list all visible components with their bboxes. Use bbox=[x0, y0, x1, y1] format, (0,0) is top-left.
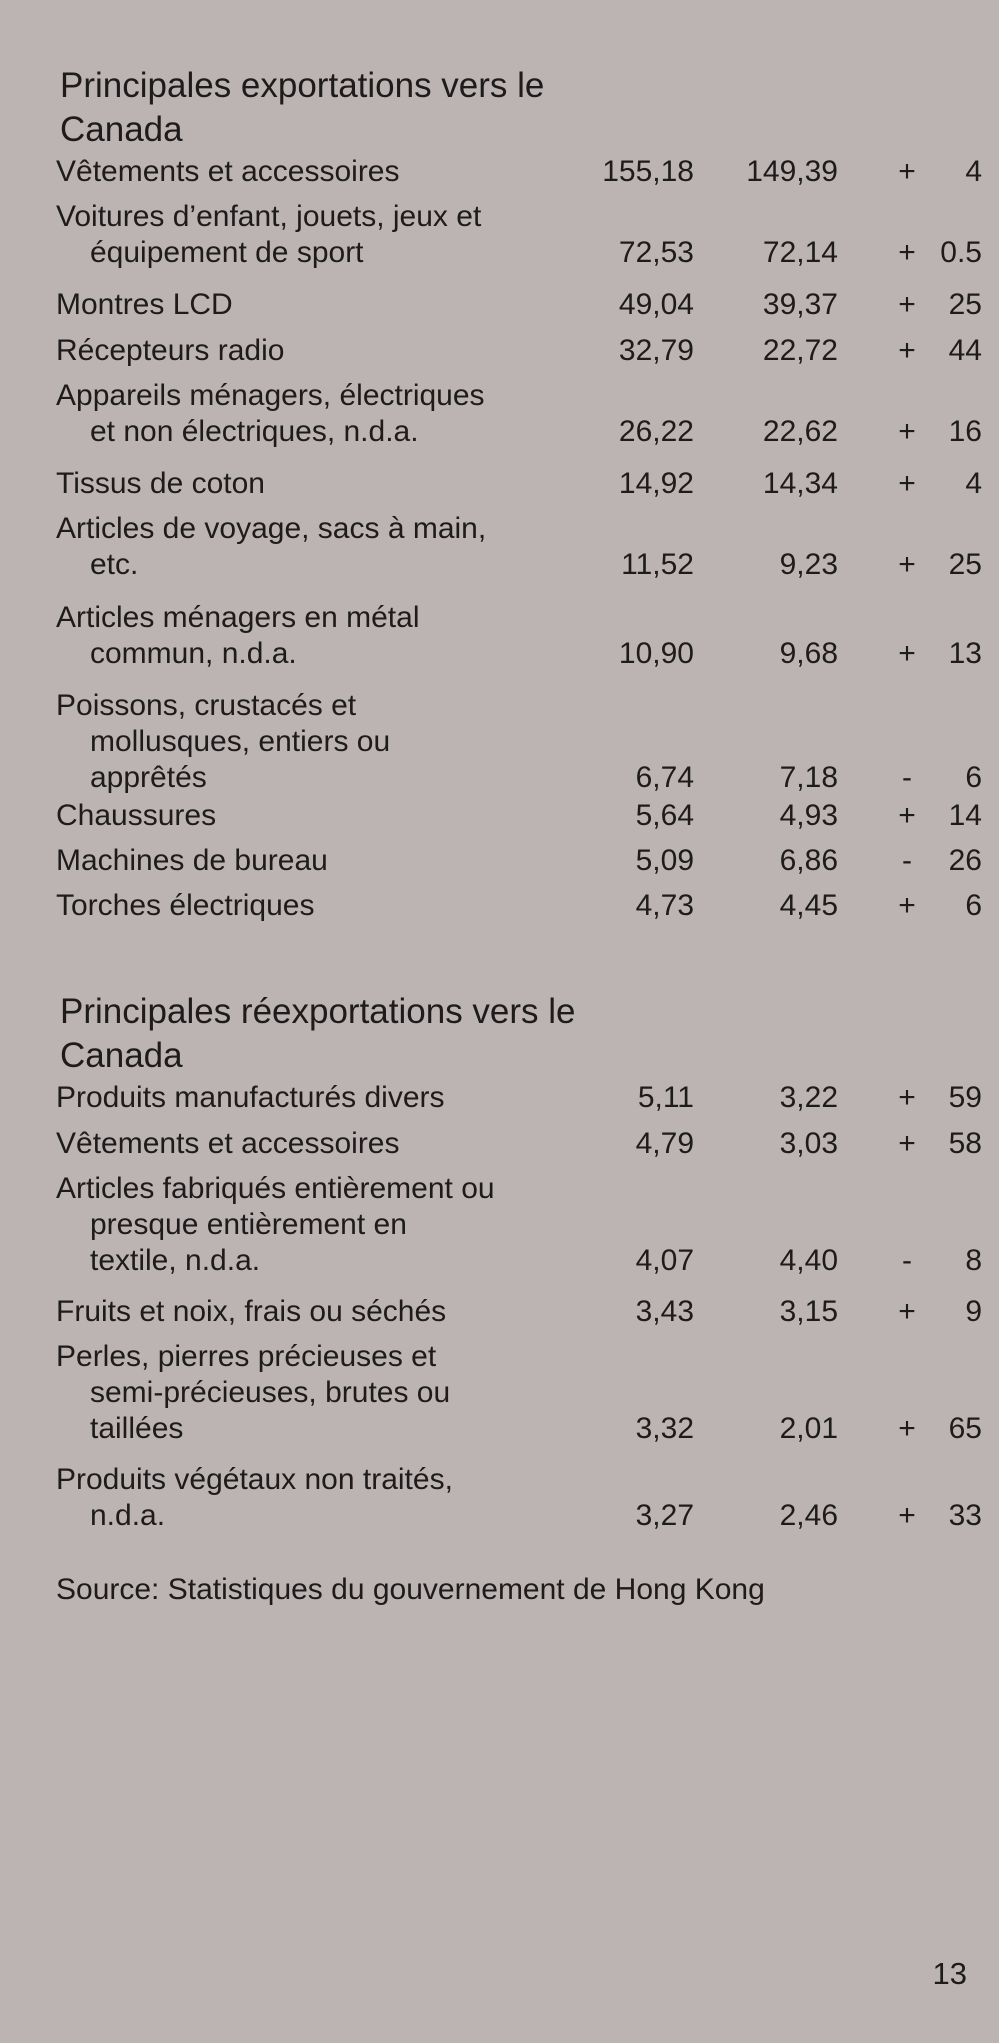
value-1980: 4,45 bbox=[779, 889, 838, 922]
change-percent: 14 bbox=[948, 799, 982, 832]
row-label bbox=[56, 798, 576, 834]
value-1981: 3,32 bbox=[635, 1412, 694, 1445]
change-sign: + bbox=[898, 1412, 916, 1445]
change-sign: - bbox=[902, 761, 912, 794]
change-sign: + bbox=[898, 1295, 916, 1328]
change-percent: 65 bbox=[948, 1412, 982, 1445]
value-1980: 14,34 bbox=[762, 467, 838, 500]
value-1981: 6,74 bbox=[635, 761, 694, 794]
value-1981: 5,09 bbox=[635, 844, 694, 877]
row-label-line: Poissons, crustacés et bbox=[56, 689, 357, 722]
row-label bbox=[56, 154, 576, 190]
row-label bbox=[56, 688, 576, 796]
value-1981: 4,73 bbox=[635, 889, 694, 922]
value-1980: 22,62 bbox=[762, 415, 838, 448]
value-1980: 3,22 bbox=[779, 1081, 838, 1114]
row-label-line: semi-précieuses, brutes ou bbox=[90, 1376, 451, 1409]
change-sign: + bbox=[898, 155, 916, 188]
value-1981: 14,92 bbox=[618, 467, 694, 500]
value-1980: 4,93 bbox=[779, 799, 838, 832]
table-row bbox=[0, 1462, 999, 1534]
change-sign: + bbox=[898, 236, 916, 269]
row-label-line: presque entièrement en bbox=[90, 1208, 407, 1241]
row-label bbox=[56, 1462, 576, 1534]
value-1980: 4,40 bbox=[779, 1244, 838, 1277]
row-label-line: Torches électriques bbox=[56, 889, 315, 922]
row-label-line: Fruits et noix, frais ou séchés bbox=[56, 1295, 447, 1328]
change-sign: - bbox=[902, 844, 912, 877]
row-label bbox=[56, 1171, 576, 1279]
change-sign: + bbox=[898, 889, 916, 922]
change-sign: + bbox=[898, 548, 916, 581]
change-sign: + bbox=[898, 1127, 916, 1160]
table-row bbox=[0, 1294, 999, 1330]
change-sign: + bbox=[898, 799, 916, 832]
page-number: 13 bbox=[932, 1956, 967, 1991]
row-label-line: mollusques, entiers ou bbox=[90, 725, 391, 758]
change-percent: 44 bbox=[948, 334, 982, 367]
row-label bbox=[56, 1126, 576, 1162]
row-label bbox=[56, 199, 576, 271]
row-label-line: Vêtements et accessoires bbox=[56, 155, 400, 188]
value-1980: 39,37 bbox=[762, 288, 838, 321]
table-row bbox=[0, 466, 999, 502]
value-1981: 4,79 bbox=[635, 1127, 694, 1160]
change-percent: 0.5 bbox=[940, 236, 982, 269]
exports-title: Principales exportations vers le Canada bbox=[60, 66, 545, 149]
change-percent: 13 bbox=[948, 637, 982, 670]
change-percent: 9 bbox=[965, 1295, 982, 1328]
value-1980: 7,18 bbox=[779, 761, 838, 794]
table-row bbox=[0, 1171, 999, 1279]
row-label bbox=[56, 1339, 576, 1447]
row-label bbox=[56, 466, 576, 502]
row-label-line: et non électriques, n.d.a. bbox=[90, 415, 419, 448]
table-row bbox=[0, 378, 999, 450]
change-sign: + bbox=[898, 334, 916, 367]
row-label-line: Montres LCD bbox=[56, 288, 233, 321]
row-label-line: apprêtés bbox=[90, 761, 207, 794]
change-percent: 16 bbox=[948, 415, 982, 448]
row-label bbox=[56, 1080, 576, 1116]
row-label-line: Appareils ménagers, électriques bbox=[56, 379, 485, 412]
change-sign: + bbox=[898, 637, 916, 670]
row-label-line: Produits manufacturés divers bbox=[56, 1081, 445, 1114]
row-label-line: Articles ménagers en métal bbox=[56, 601, 420, 634]
change-percent: 58 bbox=[948, 1127, 982, 1160]
value-1981: 3,43 bbox=[635, 1295, 694, 1328]
row-label-line: Tissus de coton bbox=[56, 467, 265, 500]
row-label bbox=[56, 287, 576, 323]
value-1981: 72,53 bbox=[618, 236, 694, 269]
value-1981: 26,22 bbox=[618, 415, 694, 448]
change-percent: 6 bbox=[965, 761, 982, 794]
table-row bbox=[0, 843, 999, 879]
row-label bbox=[56, 843, 576, 879]
row-label-line: équipement de sport bbox=[90, 236, 364, 269]
table-row bbox=[0, 1080, 999, 1116]
table-row bbox=[0, 1126, 999, 1162]
value-1981: 11,52 bbox=[621, 548, 694, 581]
row-label-line: Voitures d’enfant, jouets, jeux et bbox=[56, 200, 482, 233]
change-sign: + bbox=[898, 1499, 916, 1532]
table-row bbox=[0, 511, 999, 583]
row-label bbox=[56, 511, 576, 583]
row-label-line: taillées bbox=[90, 1412, 184, 1445]
change-percent: 8 bbox=[965, 1244, 982, 1277]
table-row bbox=[0, 688, 999, 796]
value-1980: 3,15 bbox=[779, 1295, 838, 1328]
row-label bbox=[56, 378, 576, 450]
value-1980: 72,14 bbox=[762, 236, 838, 269]
row-label-line: Articles de voyage, sacs à main, bbox=[56, 512, 487, 545]
table-row bbox=[0, 199, 999, 271]
table-row bbox=[0, 798, 999, 834]
value-1981: 10,90 bbox=[618, 637, 694, 670]
value-1980: 6,86 bbox=[779, 844, 838, 877]
change-percent: 25 bbox=[948, 288, 982, 321]
table-row bbox=[0, 888, 999, 924]
value-1981: 49,04 bbox=[618, 288, 694, 321]
row-label-line: Perles, pierres précieuses et bbox=[56, 1340, 437, 1373]
table-row bbox=[0, 154, 999, 190]
row-label bbox=[56, 600, 576, 672]
value-1981: 32,79 bbox=[618, 334, 694, 367]
value-1980: 9,23 bbox=[779, 548, 838, 581]
change-sign: + bbox=[898, 288, 916, 321]
value-1981: 5,64 bbox=[635, 799, 694, 832]
row-label-line: Chaussures bbox=[56, 799, 217, 832]
value-1980: 9,68 bbox=[779, 637, 838, 670]
row-label-line: Vêtements et accessoires bbox=[56, 1127, 400, 1160]
table-row bbox=[0, 333, 999, 369]
source-note: Source: Statistiques du gouvernement de Hong Kong bbox=[56, 1573, 765, 1606]
row-label-line: n.d.a. bbox=[90, 1499, 166, 1532]
change-percent: 59 bbox=[948, 1081, 982, 1114]
value-1981: 5,11 bbox=[637, 1081, 694, 1114]
row-label-line: etc. bbox=[90, 548, 139, 581]
row-label-line: textile, n.d.a. bbox=[90, 1244, 261, 1277]
change-percent: 33 bbox=[948, 1499, 982, 1532]
value-1981: 155,18 bbox=[602, 155, 694, 188]
change-sign: + bbox=[898, 467, 916, 500]
change-percent: 26 bbox=[948, 844, 982, 877]
row-label-line: Articles fabriqués entièrement ou bbox=[56, 1172, 495, 1205]
row-label bbox=[56, 888, 576, 924]
change-percent: 4 bbox=[965, 155, 982, 188]
value-1981: 3,27 bbox=[635, 1499, 694, 1532]
value-1980: 22,72 bbox=[762, 334, 838, 367]
value-1980: 3,03 bbox=[779, 1127, 838, 1160]
value-1980: 149,39 bbox=[746, 155, 838, 188]
row-label-line: Produits végétaux non traités, bbox=[56, 1463, 453, 1496]
value-1980: 2,01 bbox=[779, 1412, 838, 1445]
change-percent: 6 bbox=[965, 889, 982, 922]
change-percent: 25 bbox=[948, 548, 982, 581]
change-sign: + bbox=[898, 1081, 916, 1114]
change-sign: + bbox=[898, 415, 916, 448]
reexports-title: Principales réexportations vers le Canada bbox=[60, 992, 576, 1075]
table-row bbox=[0, 287, 999, 323]
change-sign: - bbox=[902, 1244, 912, 1277]
table-row bbox=[0, 600, 999, 672]
value-1980: 2,46 bbox=[779, 1499, 838, 1532]
row-label-line: commun, n.d.a. bbox=[90, 637, 297, 670]
row-label bbox=[56, 1294, 576, 1330]
row-label bbox=[56, 333, 576, 369]
row-label-line: Récepteurs radio bbox=[56, 334, 285, 367]
change-percent: 4 bbox=[965, 467, 982, 500]
value-1981: 4,07 bbox=[635, 1244, 694, 1277]
table-row bbox=[0, 1339, 999, 1447]
row-label-line: Machines de bureau bbox=[56, 844, 328, 877]
